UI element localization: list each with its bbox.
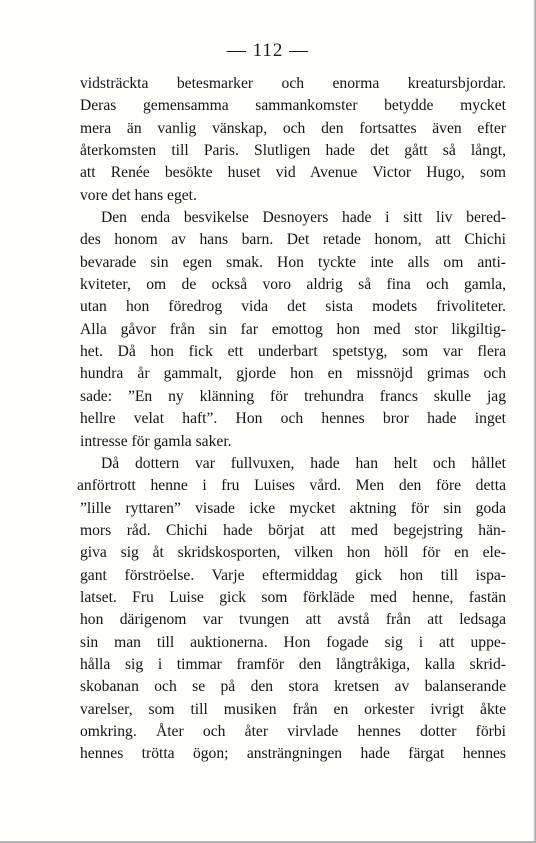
paragraph-3 <box>77 453 506 766</box>
text-line: mera än vanlig vänskap, och den fortsattes även efter <box>80 119 506 137</box>
text-line: des honom av hans barn. Det retade honom, att Chichi <box>80 231 506 249</box>
text-line: ”lille ryttaren” visade icke mycket aktning för sin goda <box>80 499 506 517</box>
body-text <box>77 73 506 766</box>
text-line: Då dottern var fullvuxen, hade han helt och hållet <box>101 454 506 472</box>
text-line: hundra år gammalt, gjorde hon en missnöjd grimas och <box>80 365 506 383</box>
text-line: Den enda besvikelse Desnoyers hade i sitt liv bered- <box>101 209 506 227</box>
text-line: skobanan och se på den stora kretsen av balanserande <box>80 678 506 696</box>
text-line: vidsträckta betesmarker och enorma kreatursbjordar. <box>80 75 506 92</box>
text-line: att Renée besökte huset vid Avenue Victor Hugo, som <box>80 164 506 182</box>
text-line: varelser, som till musiken från en orkester ivrigt åkte <box>80 700 506 718</box>
text-line: latset. Fru Luise gick som förkläde med henne, fastän <box>80 588 506 606</box>
text-line: vore det hans eget. <box>80 186 197 204</box>
text-line: mors råd. Chichi hade börjat att med begejstring hän- <box>80 521 506 539</box>
paragraph-2 <box>80 207 506 453</box>
text-line: Deras gemensamma sammankomster betydde mycket <box>80 97 506 115</box>
text-line: anförtrott henne i fru Luises vård. Men den före detta <box>77 477 506 495</box>
text-line: sade: ”En ny klänning för trehundra francs skulle jag <box>80 387 506 405</box>
text-line: giva sig åt skridskosporten, vilken hon höll för en ele- <box>80 544 506 562</box>
text-line: omkring. Åter och åter virvlade hennes dotter förbi <box>80 722 506 740</box>
paragraph-1 <box>80 73 506 207</box>
text-line: het. Då hon fick ett underbart spetstyg, som var flera <box>80 343 506 361</box>
text-line: bevarade sin egen smak. Hon tyckte inte alls om anti- <box>80 253 506 271</box>
text-line: hellre velat haft”. Hon och hennes bror hade inget <box>80 410 506 428</box>
text-line: kviteter, om de också voro aldrig så fina och gamla, <box>80 276 506 294</box>
text-line: gant förströelse. Varje eftermiddag gick hon till ispa- <box>80 566 506 584</box>
text-line: hennes trötta ögon; ansträngningen hade färgat hennes <box>80 745 506 763</box>
text-line: återkomsten till Paris. Slutligen hade det gått så långt, <box>80 142 506 160</box>
text-line: sin man till auktionerna. Hon fogade sig i att uppe- <box>80 633 506 651</box>
text-line: hålla sig i timmar framför den långtråkiga, kalla skrid- <box>80 655 506 673</box>
text-line: utan hon föredrog vida det sista modets frivoliteter. <box>80 298 506 316</box>
text-line: Alla gåvor från sin far emottog hon med stor likgiltig- <box>80 320 506 338</box>
page-number: — 112 — <box>226 40 310 61</box>
text-line: hon därigenom var tvungen att avstå från att ledsaga <box>80 611 506 629</box>
text-line: intresse för gamla saker. <box>80 432 232 450</box>
